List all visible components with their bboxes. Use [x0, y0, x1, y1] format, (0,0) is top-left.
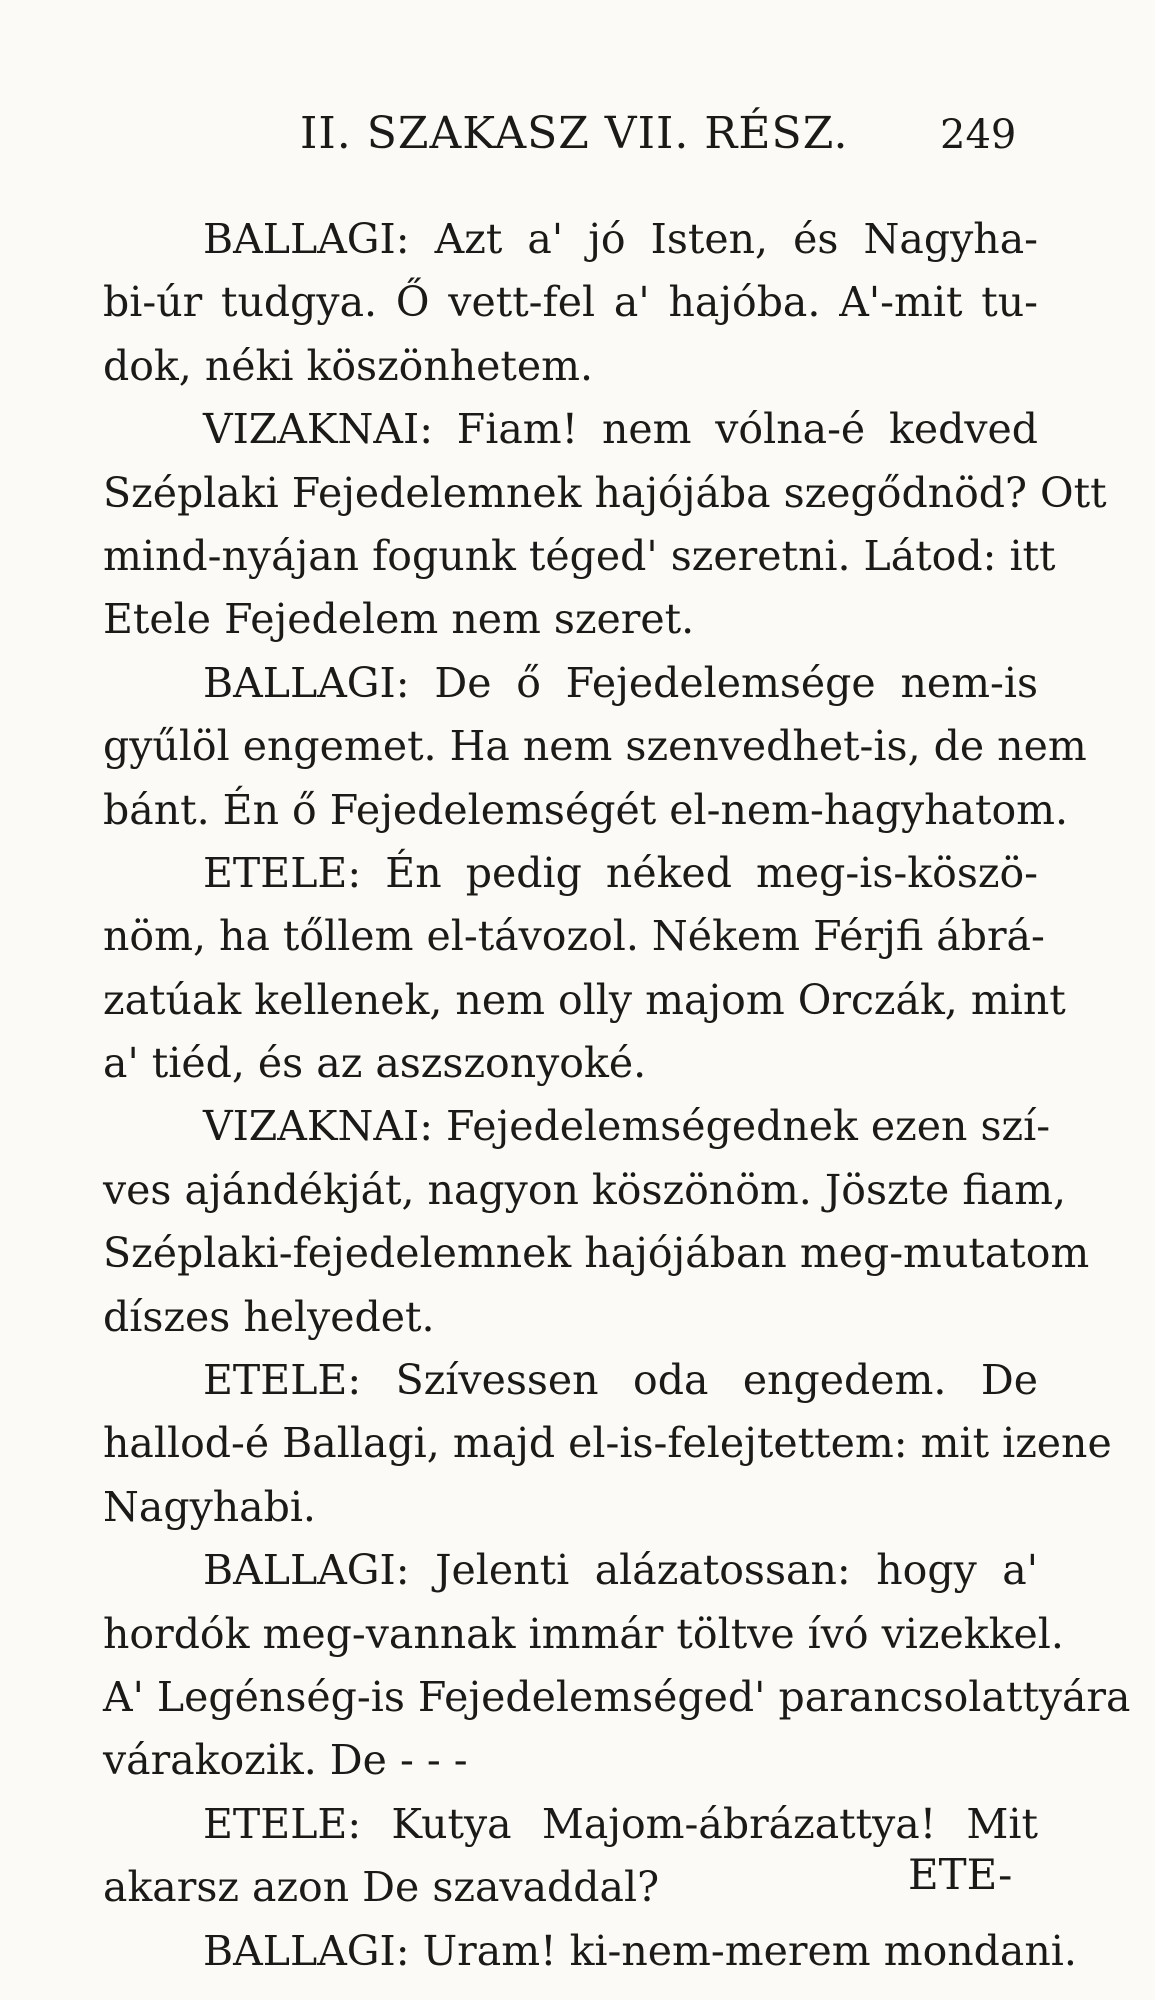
text-line: ETELE: Kutya Majom-ábrázattya! Mit — [203, 1799, 1038, 1848]
text-line: dok, néki köszönhetem. — [103, 341, 594, 390]
text-line: bánt. Én ő Fejedelemségét el-nem-hagyhatom. — [103, 785, 1069, 834]
text-line: BALLAGI: De ő Fejedelemsége nem-is — [203, 658, 1038, 707]
text-line: a' tiéd, és az aszszonyoké. — [103, 1039, 647, 1088]
text-line: VIZAKNAI: Fiam! nem vólna-é kedved — [203, 405, 1038, 454]
page-number: 249 — [940, 112, 1017, 158]
text-line: bi-úr tudgya. Ő vett-fel a' hajóba. A'-mit tu- — [103, 278, 1038, 327]
catchword: ETE- — [908, 1850, 1013, 1899]
text-line: akarsz azon De szavaddal? — [103, 1863, 660, 1912]
text-line: mind-nyájan fogunk téged' szeretni. Látod: itt — [103, 531, 1056, 580]
text-line: Nagyhabi. — [103, 1482, 316, 1531]
text-line: nöm, ha tőllem el-távozol. Nékem Férjfi ábrá- — [103, 912, 1045, 961]
text-line: VIZAKNAI: Fejedelemségednek ezen szí- — [203, 1102, 1051, 1151]
text-line: ves ajándékját, nagyon köszönöm. Jöszte fiam, — [103, 1165, 1067, 1214]
text-line: BALLAGI: Azt a' jó Isten, és Nagyha- — [203, 215, 1038, 263]
text-line: várakozik. De - - - — [103, 1736, 468, 1785]
text-line: ETELE: Én pedig néked meg-is-köszö- — [203, 848, 1038, 897]
text-line: hordók meg-vannak immár töltve ívó vizekkel. — [103, 1609, 1064, 1658]
text-line: zatúak kellenek, nem olly majom Orczák, mint — [103, 975, 1066, 1024]
text-line: Széplaki-fejedelemnek hajójában meg-mutatom — [103, 1229, 1090, 1278]
text-line: hallod-é Ballagi, majd el-is-felejtettem: mit izene — [103, 1419, 1112, 1468]
text-line: A' Legénség-is Fejedelemséged' parancsolattyára — [103, 1672, 1131, 1721]
text-line: BALLAGI: Uram! ki-nem-merem mondani. — [203, 1926, 1077, 1975]
running-head: II. SZAKASZ VII. RÉSZ. — [300, 108, 849, 159]
text-line: gyűlöl engemet. Ha nem szenvedhet-is, de nem — [103, 722, 1087, 771]
text-line: ETELE: Szívessen oda engedem. De — [203, 1356, 1038, 1405]
body-text — [103, 208, 1131, 1983]
text-line: Etele Fejedelem nem szeret. — [103, 595, 695, 644]
text-line: Széplaki Fejedelemnek hajójába szegődnöd? Ott — [103, 468, 1107, 517]
text-line: BALLAGI: Jelenti alázatossan: hogy a' — [203, 1546, 1038, 1595]
text-line: díszes helyedet. — [103, 1292, 435, 1341]
